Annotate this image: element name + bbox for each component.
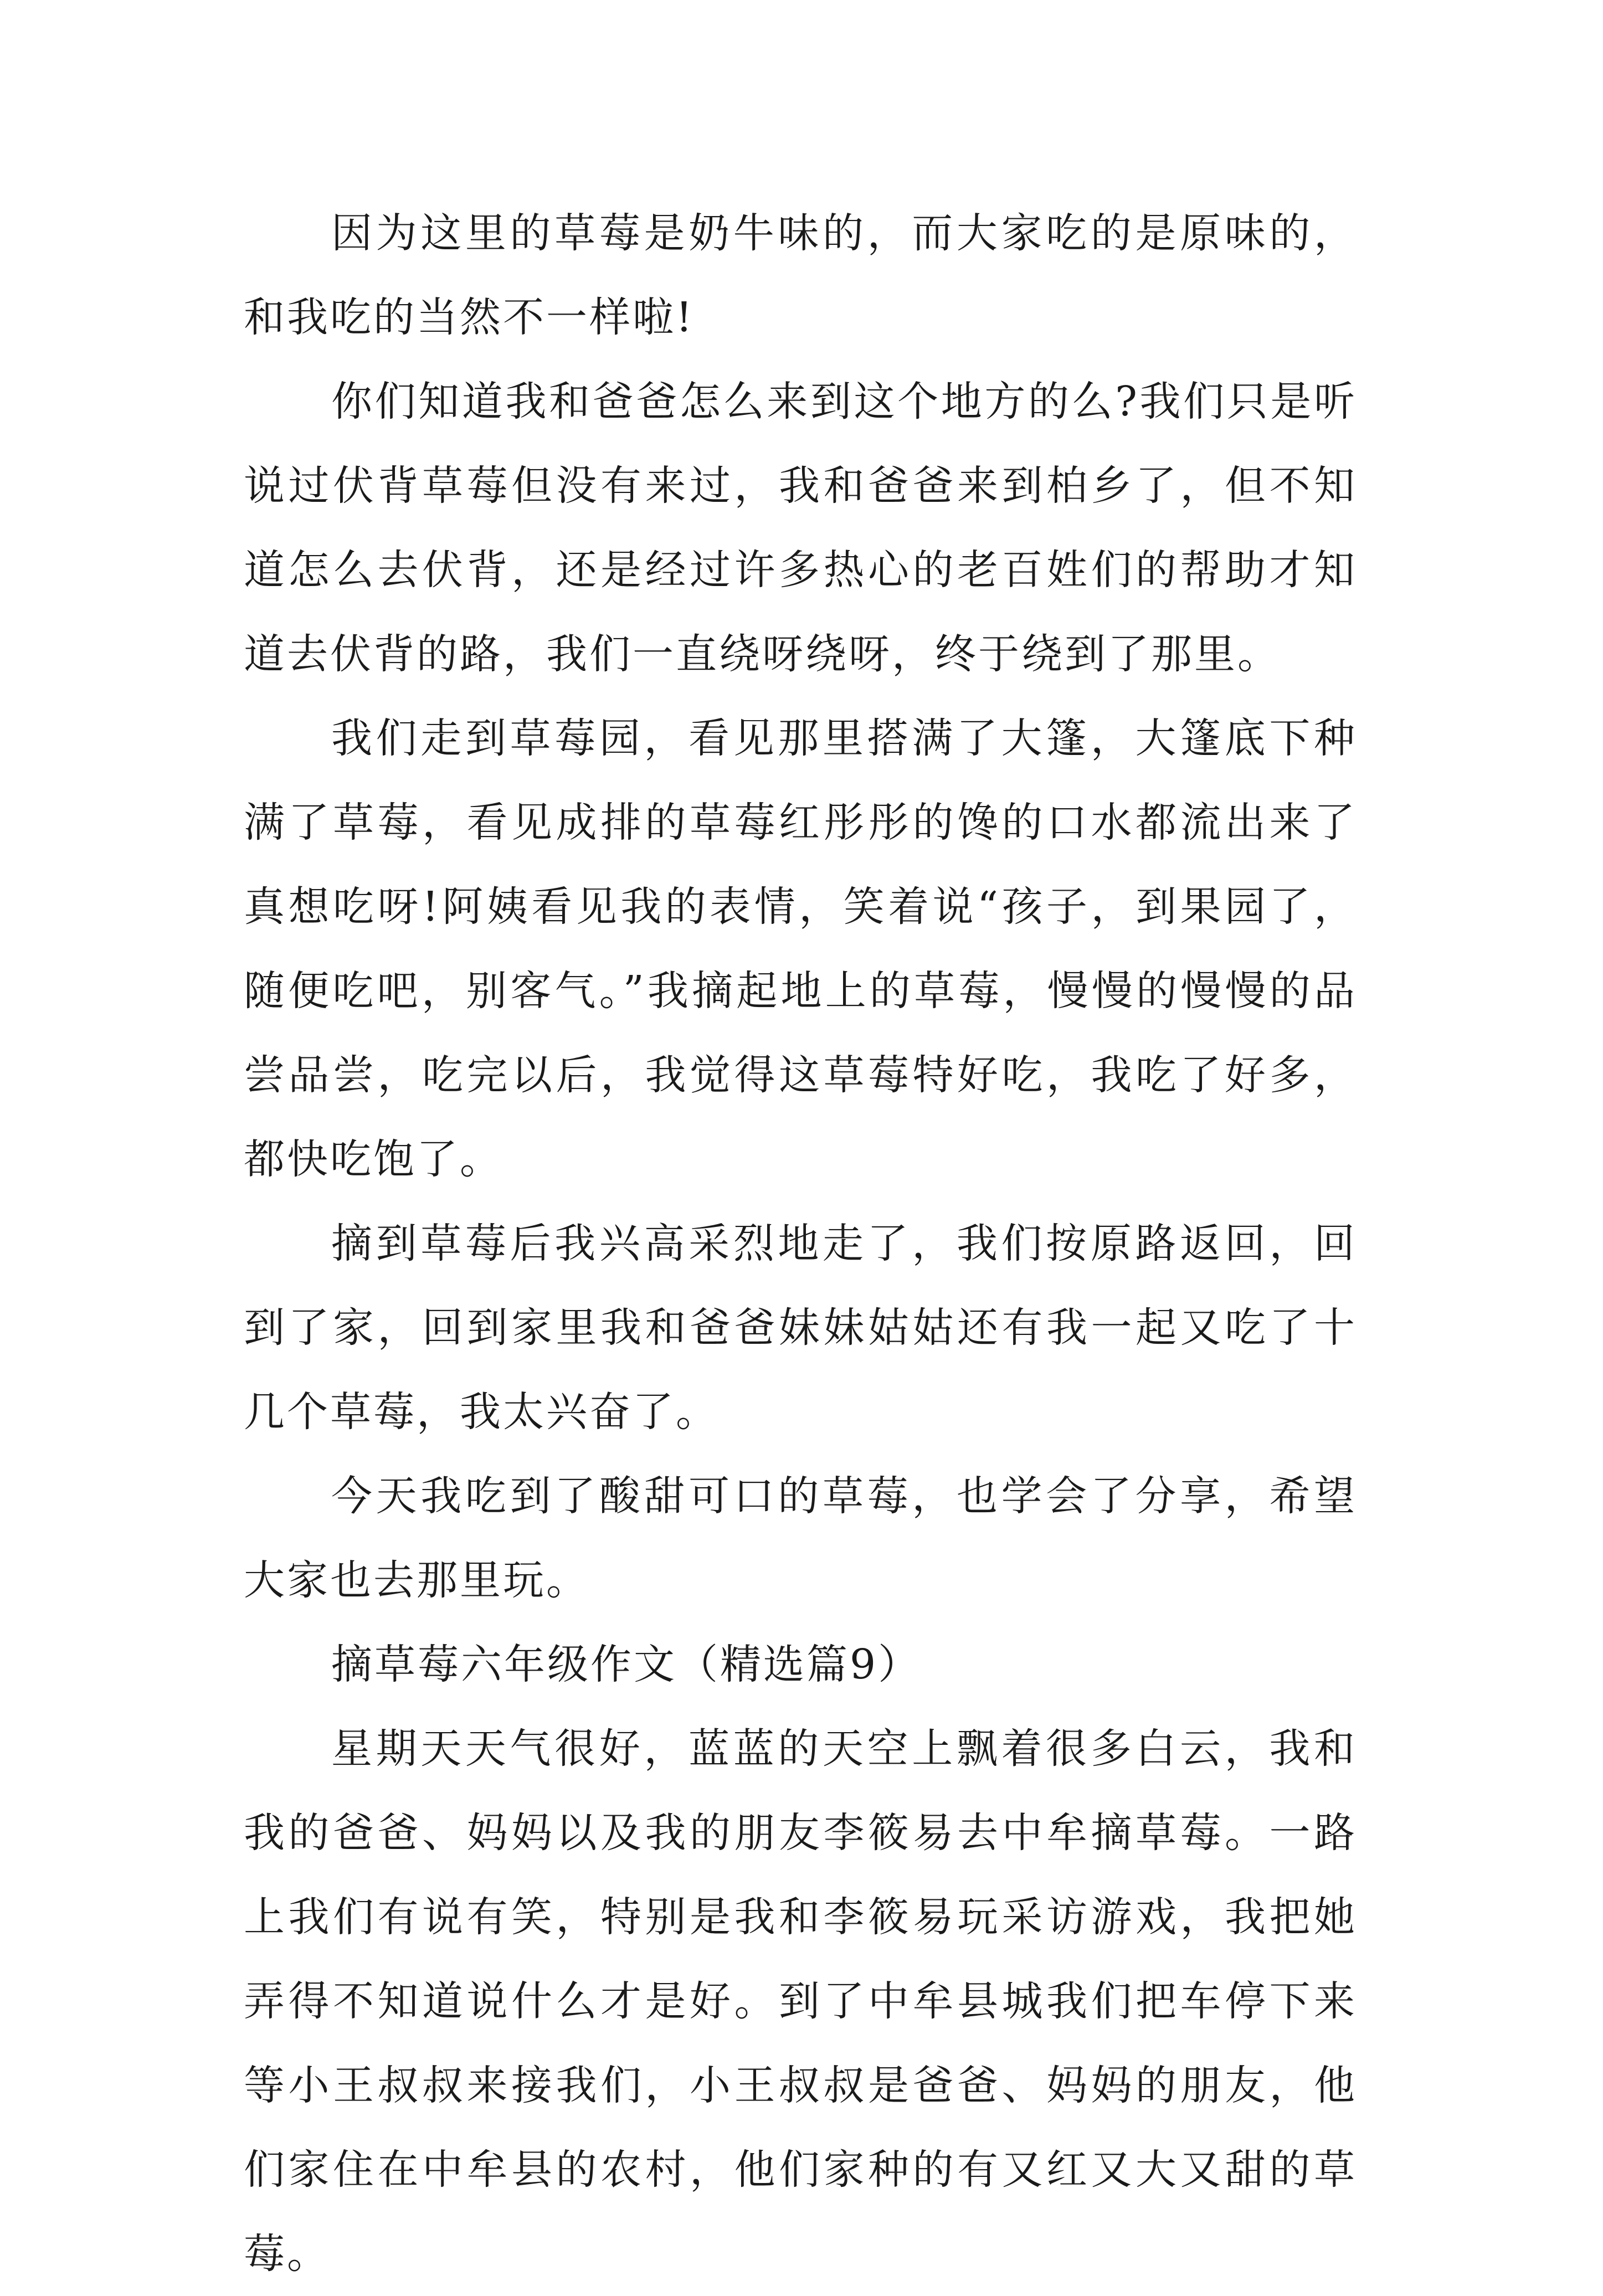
paragraph: 你们知道我和爸爸怎么来到这个地方的么?我们只是听说过伏背草莓但没有来过，我和爸爸来到柏乡了，但不知道怎么去伏背，还是经过许多热心的老百姓们的帮助才知道去伏背的路，我们一直绕呀绕呀，终于绕到了那里。 (244, 378, 1357, 678)
paragraph: 因为这里的草莓是奶牛味的，而大家吃的是原味的，和我吃的当然不一样啦! (244, 209, 1357, 341)
paragraph: 今天我吃到了酸甜可口的草莓，也学会了分享，希望大家也去那里玩。 (244, 1472, 1357, 1604)
document-body (244, 191, 1357, 2296)
paragraph: 摘到草莓后我兴高采烈地走了，我们按原路返回，回到了家，回到家里我和爸爸妹妹姑姑还有我一起又吃了十几个草莓，我太兴奋了。 (244, 1220, 1357, 1436)
paragraph: 星期天天气很好，蓝蓝的天空上飘着很多白云，我和我的爸爸、妈妈以及我的朋友李筱易去中牟摘草莓。一路上我们有说有笑，特别是我和李筱易玩采访游戏，我把她弄得不知道说什么才是好。到了中牟县城我们把车停下来等小王叔叔来接我们，小王叔叔是爸爸、妈妈的朋友，他们家住在中牟县的农村，他们家种的有又红又大又甜的草莓。 (244, 1725, 1357, 2278)
paragraph: 我们走到草莓园，看见那里搭满了大篷，大篷底下种满了草莓，看见成排的草莓红彤彤的馋的口水都流出来了真想吃呀!阿姨看见我的表情，笑着说“孩子，到果园了，随便吃吧，别客气。”我摘起地上的草莓，慢慢的慢慢的品尝品尝，吃完以后，我觉得这草莓特好吃，我吃了好多，都快吃饱了。 (244, 715, 1357, 1183)
section-heading: 摘草莓六年级作文（精选篇9） (331, 1641, 922, 1688)
